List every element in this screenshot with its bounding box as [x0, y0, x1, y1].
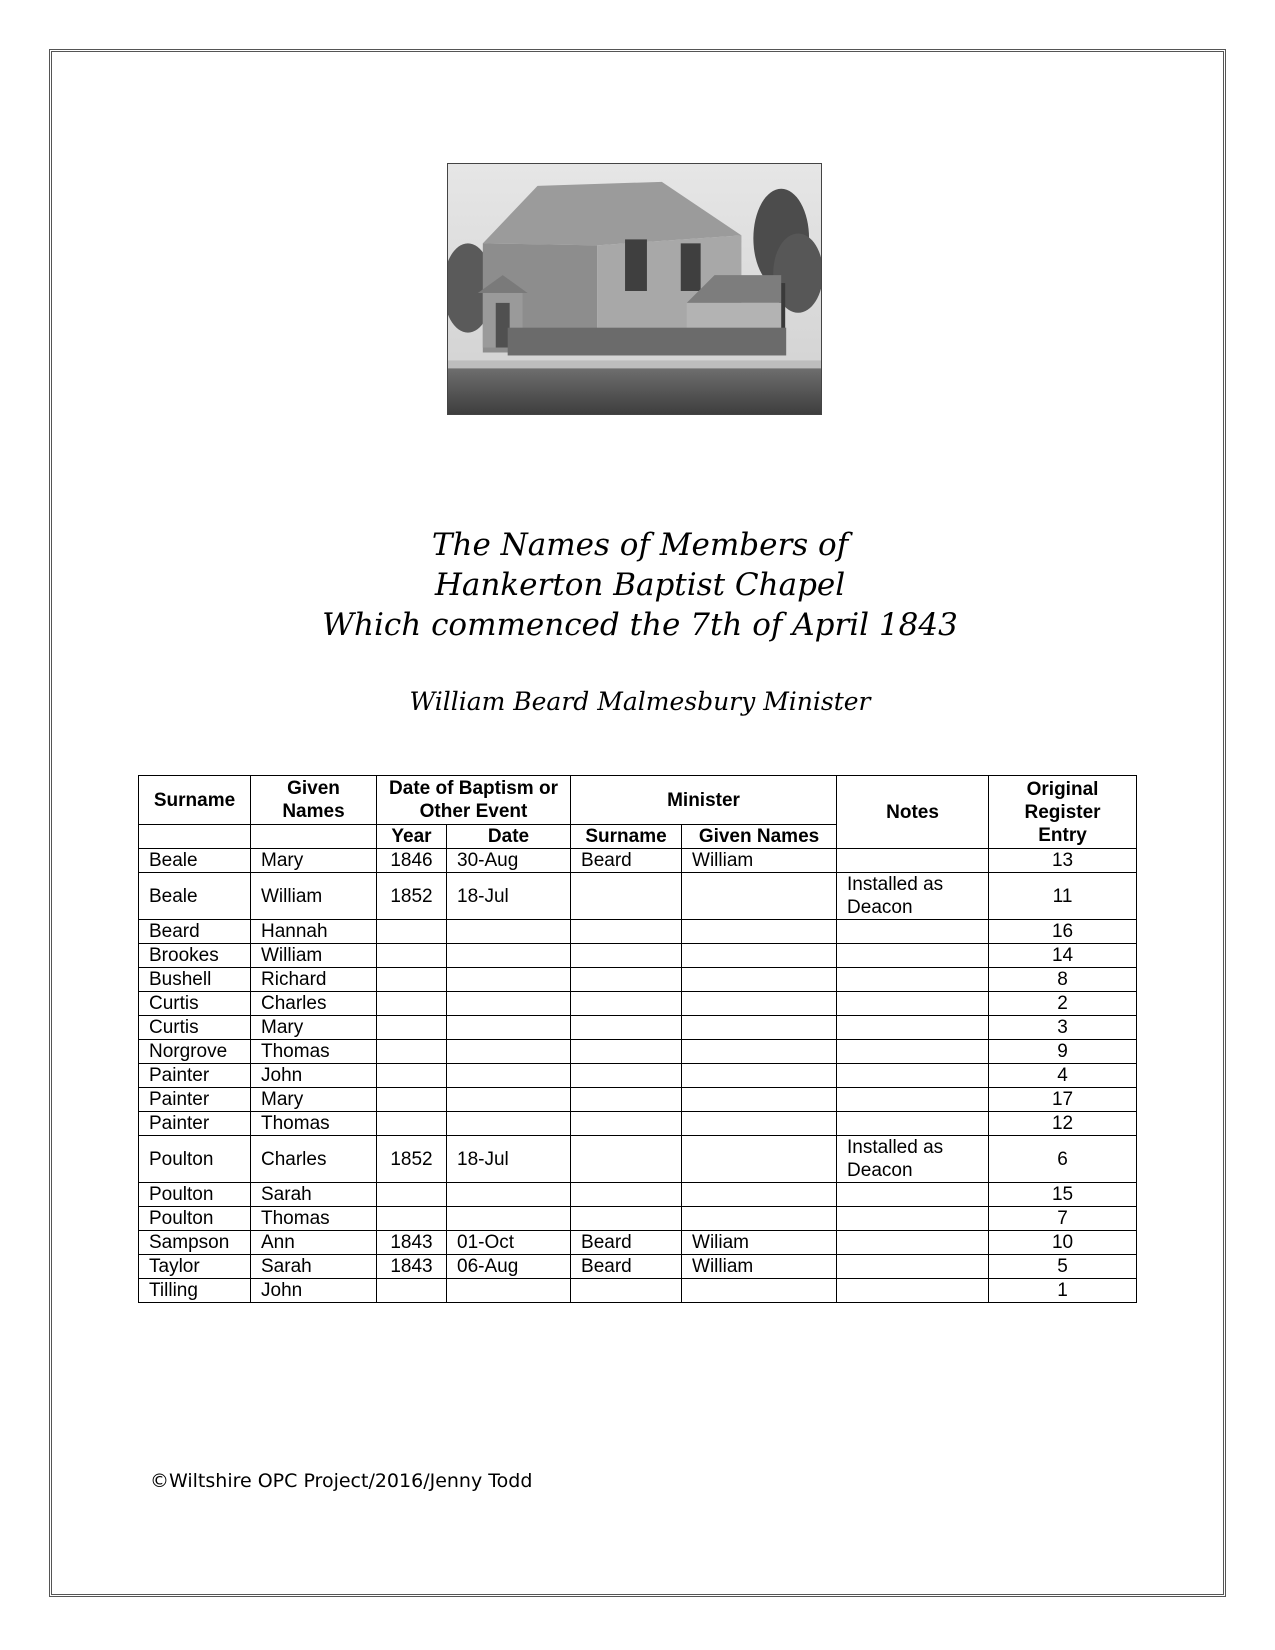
cell-minister-surname: Beard [571, 849, 682, 873]
header-register-entry: Original Register Entry [989, 776, 1137, 849]
cell-given-names: Hannah [251, 920, 377, 944]
chapel-photo-image [448, 164, 821, 414]
header-given-names: Given Names [251, 776, 377, 825]
cell-minister-given-names [682, 1064, 837, 1088]
cell-register-entry: 7 [989, 1207, 1137, 1231]
cell-notes [837, 920, 989, 944]
cell-notes [837, 1207, 989, 1231]
cell-year [377, 1016, 447, 1040]
cell-minister-given-names [682, 968, 837, 992]
cell-surname: Beale [139, 849, 251, 873]
cell-minister-given-names [682, 1183, 837, 1207]
cell-year: 1852 [377, 1136, 447, 1183]
cell-minister-given-names [682, 992, 837, 1016]
cell-register-entry: 10 [989, 1231, 1137, 1255]
header-surname-spacer [139, 825, 251, 849]
cell-date: 06-Aug [447, 1255, 571, 1279]
cell-date [447, 1112, 571, 1136]
cell-notes [837, 1088, 989, 1112]
cell-given-names: William [251, 944, 377, 968]
table-row [139, 1207, 1137, 1231]
cell-surname: Painter [139, 1088, 251, 1112]
cell-date [447, 1064, 571, 1088]
cell-date [447, 1088, 571, 1112]
cell-notes [837, 944, 989, 968]
cell-date [447, 1279, 571, 1303]
cell-register-entry: 6 [989, 1136, 1137, 1183]
cell-surname: Poulton [139, 1207, 251, 1231]
cell-minister-surname [571, 1183, 682, 1207]
cell-minister-surname [571, 1207, 682, 1231]
cell-year [377, 1088, 447, 1112]
cell-register-entry: 13 [989, 849, 1137, 873]
cell-notes [837, 1279, 989, 1303]
cell-minister-given-names [682, 1016, 837, 1040]
table-body [139, 849, 1137, 1303]
cell-given-names: Mary [251, 849, 377, 873]
cell-date [447, 1207, 571, 1231]
cell-year [377, 1279, 447, 1303]
cell-given-names: William [251, 873, 377, 920]
cell-surname: Poulton [139, 1136, 251, 1183]
table-row [139, 992, 1137, 1016]
cell-minister-surname [571, 920, 682, 944]
cell-year: 1843 [377, 1231, 447, 1255]
table-row [139, 1231, 1137, 1255]
cell-surname: Tilling [139, 1279, 251, 1303]
header-minister-surname: Surname [571, 825, 682, 849]
cell-register-entry: 16 [989, 920, 1137, 944]
table-row [139, 1279, 1137, 1303]
cell-date: 18-Jul [447, 873, 571, 920]
cell-date: 01-Oct [447, 1231, 571, 1255]
table-row [139, 944, 1137, 968]
cell-date [447, 944, 571, 968]
table-row [139, 849, 1137, 873]
cell-minister-surname: Beard [571, 1255, 682, 1279]
cell-register-entry: 4 [989, 1064, 1137, 1088]
cell-minister-surname [571, 1136, 682, 1183]
header-surname: Surname [139, 776, 251, 825]
cell-surname: Bushell [139, 968, 251, 992]
cell-given-names: Thomas [251, 1112, 377, 1136]
cell-notes: Installed as Deacon [837, 1136, 989, 1183]
header-date: Date [447, 825, 571, 849]
cell-surname: Poulton [139, 1183, 251, 1207]
cell-register-entry: 2 [989, 992, 1137, 1016]
cell-year [377, 968, 447, 992]
cell-surname: Curtis [139, 992, 251, 1016]
cell-given-names: Sarah [251, 1255, 377, 1279]
cell-year [377, 992, 447, 1016]
table-row [139, 1255, 1137, 1279]
table-row [139, 968, 1137, 992]
cell-minister-given-names [682, 1136, 837, 1183]
table-row [139, 1088, 1137, 1112]
title-line: The Names of Members of [431, 527, 849, 563]
cell-minister-surname [571, 992, 682, 1016]
cell-minister-surname [571, 1016, 682, 1040]
cell-minister-surname [571, 1279, 682, 1303]
document-title [130, 525, 1150, 645]
header-given-spacer [251, 825, 377, 849]
cell-notes [837, 1040, 989, 1064]
cell-year: 1852 [377, 873, 447, 920]
table-row [139, 1040, 1137, 1064]
cell-minister-surname [571, 1040, 682, 1064]
cell-given-names: John [251, 1064, 377, 1088]
title-line: Which commenced the 7th of April 1843 [322, 607, 958, 643]
cell-minister-given-names [682, 1207, 837, 1231]
cell-given-names: Charles [251, 1136, 377, 1183]
cell-minister-surname: Beard [571, 1231, 682, 1255]
cell-given-names: Thomas [251, 1207, 377, 1231]
header-minister-group: Minister [571, 776, 837, 825]
cell-surname: Brookes [139, 944, 251, 968]
cell-minister-given-names [682, 1112, 837, 1136]
cell-minister-given-names [682, 1088, 837, 1112]
cell-date [447, 920, 571, 944]
table-row [139, 1064, 1137, 1088]
cell-year [377, 920, 447, 944]
chapel-photo [447, 163, 822, 415]
cell-year: 1846 [377, 849, 447, 873]
cell-date: 30-Aug [447, 849, 571, 873]
cell-register-entry: 3 [989, 1016, 1137, 1040]
copyright-footer: ©Wiltshire OPC Project/2016/Jenny Todd [150, 1470, 533, 1492]
cell-date [447, 1183, 571, 1207]
cell-notes [837, 1112, 989, 1136]
table-row [139, 920, 1137, 944]
cell-year [377, 1183, 447, 1207]
cell-minister-given-names [682, 944, 837, 968]
cell-surname: Painter [139, 1112, 251, 1136]
cell-register-entry: 14 [989, 944, 1137, 968]
cell-minister-given-names: William [682, 849, 837, 873]
cell-surname: Curtis [139, 1016, 251, 1040]
table-row [139, 873, 1137, 920]
header-minister-given-names: Given Names [682, 825, 837, 849]
cell-given-names: Ann [251, 1231, 377, 1255]
document-subtitle: William Beard Malmesbury Minister [409, 687, 871, 716]
cell-given-names: Charles [251, 992, 377, 1016]
cell-minister-surname [571, 1112, 682, 1136]
title-line: Hankerton Baptist Chapel [434, 567, 846, 603]
cell-year [377, 1064, 447, 1088]
cell-given-names: John [251, 1279, 377, 1303]
cell-notes [837, 1231, 989, 1255]
cell-year [377, 944, 447, 968]
header-event-group: Date of Baptism or Other Event [377, 776, 571, 825]
cell-notes [837, 1255, 989, 1279]
cell-minister-given-names [682, 1279, 837, 1303]
table-row [139, 1112, 1137, 1136]
cell-surname: Norgrove [139, 1040, 251, 1064]
cell-surname: Taylor [139, 1255, 251, 1279]
cell-given-names: Richard [251, 968, 377, 992]
cell-given-names: Mary [251, 1016, 377, 1040]
header-notes: Notes [837, 776, 989, 849]
cell-notes [837, 1016, 989, 1040]
cell-notes [837, 968, 989, 992]
cell-surname: Beale [139, 873, 251, 920]
cell-register-entry: 5 [989, 1255, 1137, 1279]
cell-notes: Installed as Deacon [837, 873, 989, 920]
table-row [139, 1016, 1137, 1040]
cell-notes [837, 849, 989, 873]
cell-register-entry: 17 [989, 1088, 1137, 1112]
cell-register-entry: 15 [989, 1183, 1137, 1207]
cell-minister-surname [571, 968, 682, 992]
cell-register-entry: 1 [989, 1279, 1137, 1303]
cell-date [447, 1016, 571, 1040]
cell-surname: Painter [139, 1064, 251, 1088]
cell-year [377, 1112, 447, 1136]
cell-register-entry: 8 [989, 968, 1137, 992]
cell-date [447, 968, 571, 992]
cell-minister-given-names: Wiliam [682, 1231, 837, 1255]
cell-minister-given-names [682, 1040, 837, 1064]
cell-register-entry: 12 [989, 1112, 1137, 1136]
cell-given-names: Mary [251, 1088, 377, 1112]
cell-given-names: Thomas [251, 1040, 377, 1064]
table-row [139, 1136, 1137, 1183]
header-year: Year [377, 825, 447, 849]
cell-year [377, 1207, 447, 1231]
cell-notes [837, 1064, 989, 1088]
cell-date: 18-Jul [447, 1136, 571, 1183]
cell-year: 1843 [377, 1255, 447, 1279]
cell-minister-surname [571, 873, 682, 920]
cell-register-entry: 11 [989, 873, 1137, 920]
cell-notes [837, 1183, 989, 1207]
cell-register-entry: 9 [989, 1040, 1137, 1064]
cell-surname: Beard [139, 920, 251, 944]
cell-year [377, 1040, 447, 1064]
cell-minister-surname [571, 1064, 682, 1088]
table-row [139, 1183, 1137, 1207]
cell-date [447, 1040, 571, 1064]
cell-minister-given-names: William [682, 1255, 837, 1279]
cell-notes [837, 992, 989, 1016]
members-table [138, 775, 1137, 1303]
cell-given-names: Sarah [251, 1183, 377, 1207]
cell-minister-given-names [682, 920, 837, 944]
cell-minister-given-names [682, 873, 837, 920]
cell-minister-surname [571, 944, 682, 968]
cell-date [447, 992, 571, 1016]
cell-surname: Sampson [139, 1231, 251, 1255]
cell-minister-surname [571, 1088, 682, 1112]
